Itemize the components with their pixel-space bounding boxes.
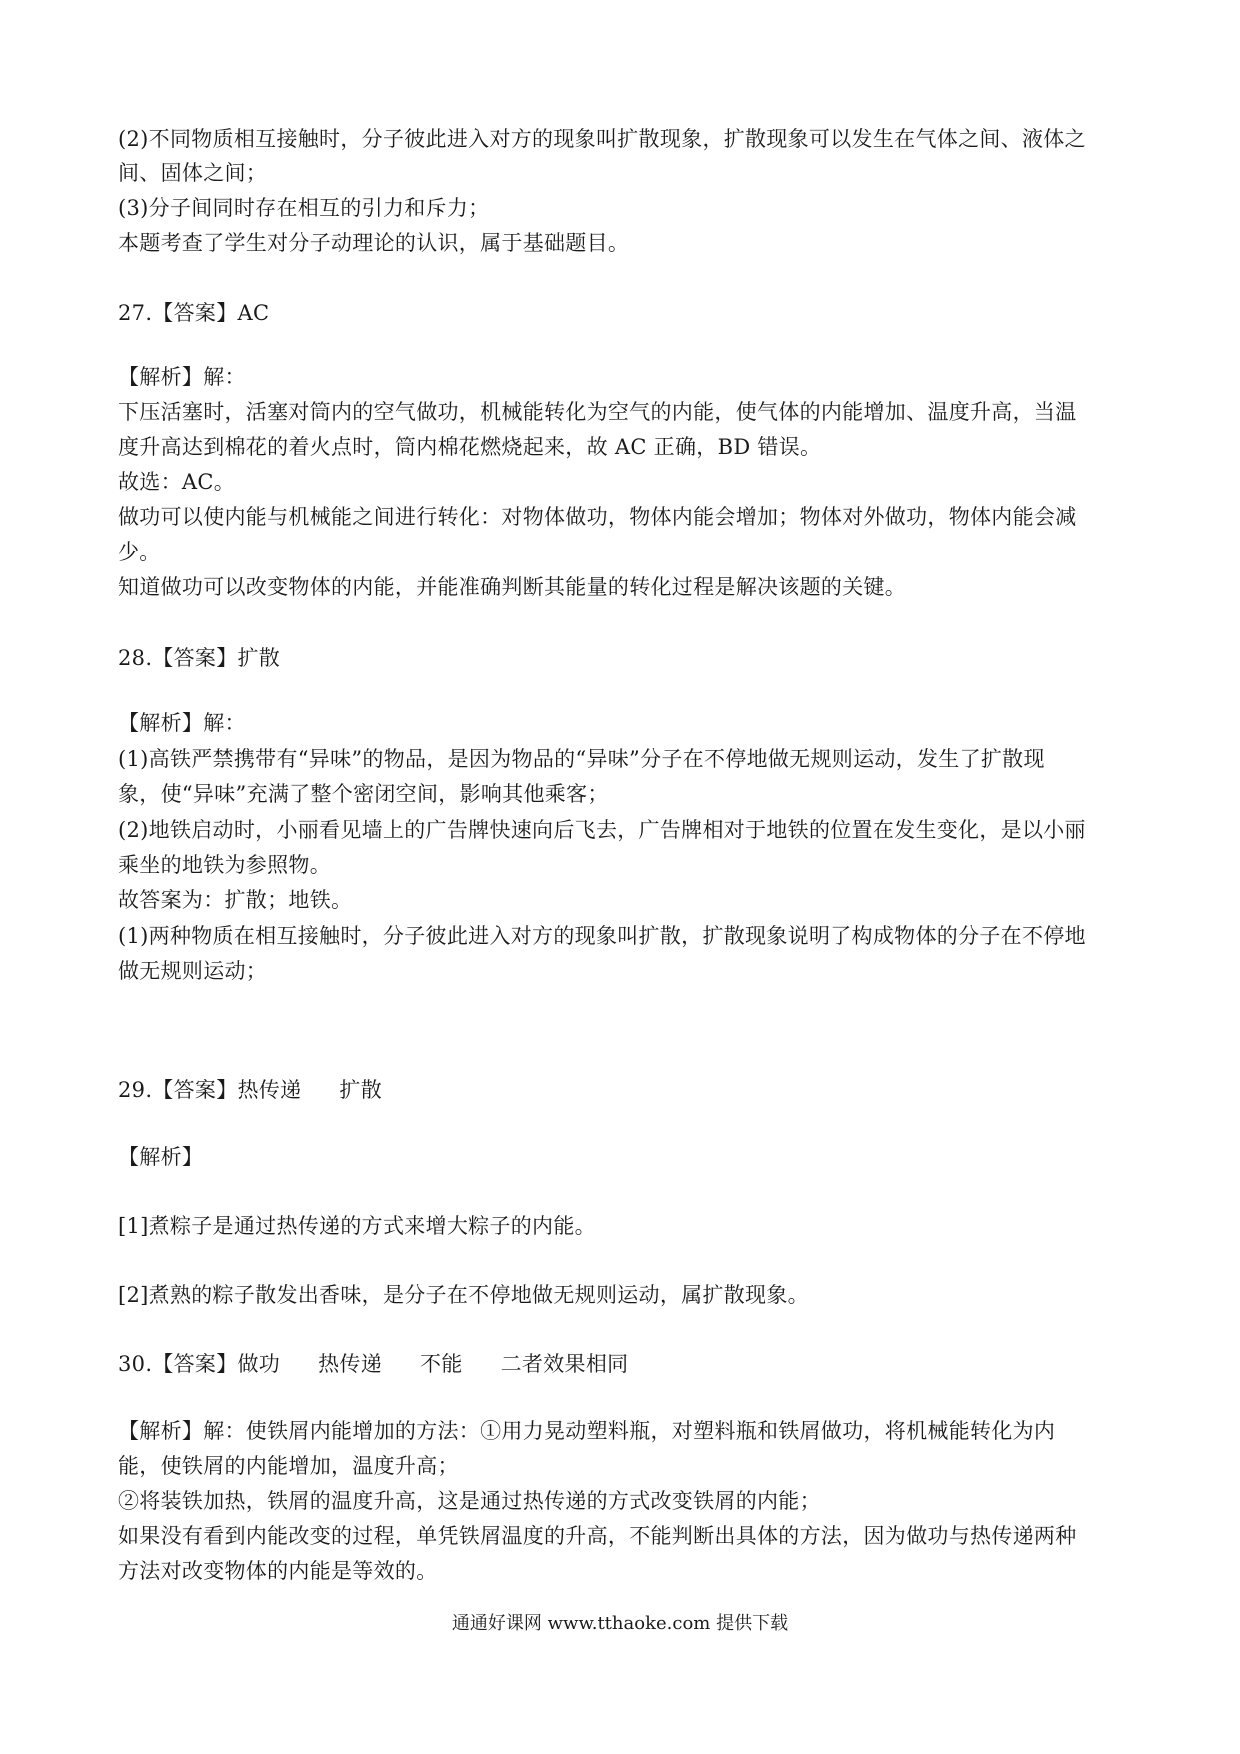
text-line: [1]煮粽子是通过热传递的方式来增大粽子的内能。: [118, 1214, 596, 1238]
q30-answer: [118, 1349, 628, 1379]
text-line: 知道做功可以改变物体的内能，并能准确判断其能量的转化过程是解决该题的关键。: [118, 575, 907, 599]
q30-answer-3: 不能: [420, 1352, 463, 1376]
text-line: (2)地铁启动时，小丽看见墙上的广告牌快速向后飞去，广告牌相对于地铁的位置在发生变化，是以小丽: [118, 818, 1086, 842]
text-line: 方法对改变物体的内能是等效的。: [118, 1559, 438, 1583]
page-footer: 通通好课网 www.tthaoke.com 提供下载: [451, 1613, 789, 1634]
text-line: 度升高达到棉花的着火点时，筒内棉花燃烧起来，故 AC 正确，BD 错误。: [118, 435, 822, 459]
text-line: 少。: [118, 540, 161, 564]
text-line: 间、固体之间；: [118, 161, 268, 185]
q30-answer-2: 热传递: [318, 1352, 383, 1376]
text-line: 象，使“异味”充满了整个密闭空间，影响其他乘客；: [118, 782, 609, 806]
text-line: 做无规则运动；: [118, 959, 268, 983]
text-line: [2]煮熟的粽子散发出香味，是分子在不停地做无规则运动，属扩散现象。: [118, 1283, 809, 1307]
text-line: (1)两种物质在相互接触时，分子彼此进入对方的现象叫扩散，扩散现象说明了构成物体的分子在不停地: [118, 924, 1086, 948]
q29-analysis-heading: 【解析】: [118, 1145, 204, 1169]
text-line: 【解析】解：使铁屑内能增加的方法：①用力晃动塑料瓶，对塑料瓶和铁屑做功，将机械能转化为内: [118, 1419, 1056, 1443]
q29-answer: [118, 1075, 382, 1105]
text-line: 乘坐的地铁为参照物。: [118, 853, 331, 877]
text-line: 能，使铁屑的内能增加，温度升高；: [118, 1454, 459, 1478]
q30-answer-1: 30.【答案】做功: [118, 1352, 281, 1376]
q27-answer: 27.【答案】AC: [118, 301, 270, 325]
q29-answer-1: 29.【答案】热传递: [118, 1078, 302, 1102]
text-line: ②将装铁加热，铁屑的温度升高，这是通过热传递的方式改变铁屑的内能；: [118, 1489, 821, 1513]
text-line: 本题考查了学生对分子动理论的认识，属于基础题目。: [118, 231, 630, 255]
text-line: 做功可以使内能与机械能之间进行转化：对物体做功，物体内能会增加；物体对外做功，物体内能会减: [118, 505, 1077, 529]
text-line: 如果没有看到内能改变的过程，单凭铁屑温度的升高，不能判断出具体的方法，因为做功与热传递两种: [118, 1524, 1077, 1548]
text-line: 故选：AC。: [118, 470, 236, 494]
text-line: (3)分子间同时存在相互的引力和斥力；: [118, 196, 490, 220]
q30-answer-4: 二者效果相同: [500, 1352, 629, 1376]
q28-analysis-heading: 【解析】解：: [118, 711, 246, 735]
text-line: 下压活塞时，活塞对筒内的空气做功，机械能转化为空气的内能，使气体的内能增加、温度升高，当温: [118, 400, 1077, 424]
q27-analysis-heading: 【解析】解：: [118, 365, 246, 389]
text-line: (2)不同物质相互接触时，分子彼此进入对方的现象叫扩散现象，扩散现象可以发生在气体之间、液体之: [118, 127, 1086, 151]
text-line: 故答案为：扩散；地铁。: [118, 888, 353, 912]
q29-answer-2: 扩散: [339, 1078, 383, 1102]
text-line: (1)高铁严禁携带有“异味”的物品，是因为物品的“异味”分子在不停地做无规则运动，发生了扩散现: [118, 747, 1045, 771]
q28-answer: 28.【答案】扩散: [118, 646, 281, 670]
